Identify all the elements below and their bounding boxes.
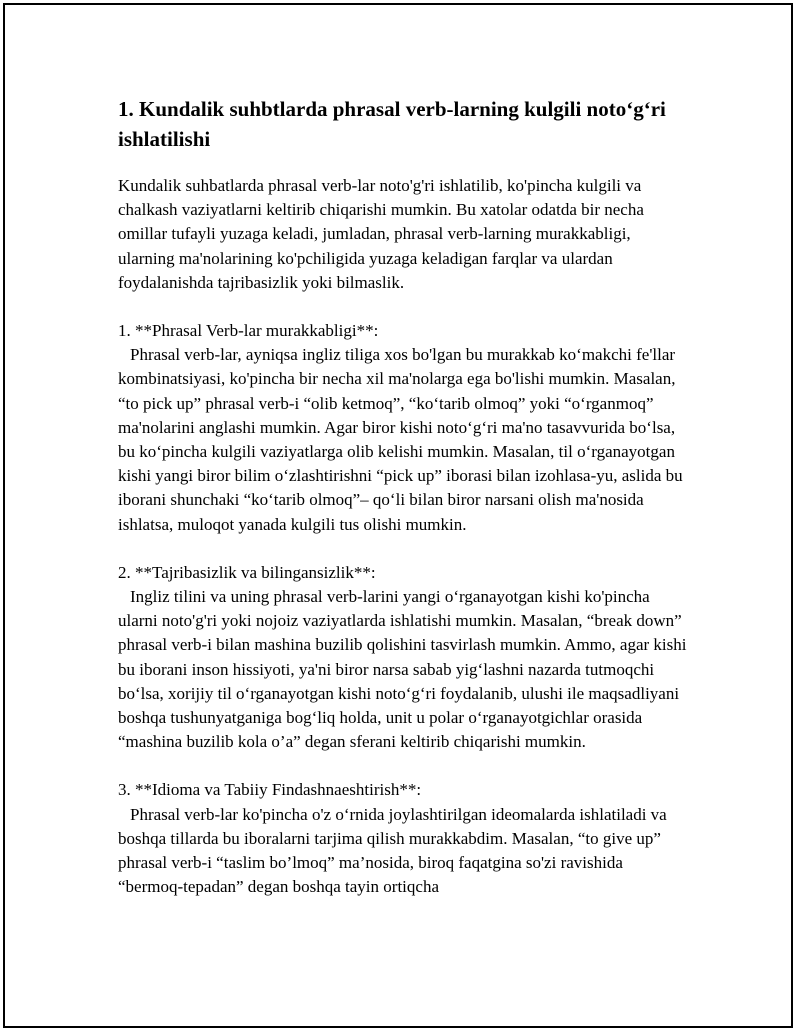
section-idioms [118, 778, 688, 899]
section-inexperience [118, 561, 688, 755]
document-content [118, 94, 688, 899]
section-heading: 3. **Idioma va Tabiiy Findashnaeshtirish**: [118, 780, 422, 800]
section-body: Phrasal verb-lar ko'pincha o'z o‘rnida joylashtirilgan ideomalarda ishlatiladi va boshqa tillarda bu iboralarni tarjima qilish murakkabdim. Masalan, “to give up” phrasal verb-i “taslim bo’lmoq” ma’nosida, biroq faqatgina so'zi ravishida “bermoq-tepadan” degan boshqa tayin ortiqcha [118, 804, 667, 897]
document-title: 1. Kundalik suhbtlarda phrasal verb-larning kulgili noto‘g‘ri ishlatilishi [118, 97, 666, 151]
section-body: Ingliz tilini va uning phrasal verb-larini yangi o‘rganayotgan kishi ko'pincha ularni noto'g'ri yoki nojoiz vaziyatlarda ishlatishi mumkin. Masalan, “break down” phrasal verb-i bilan mashina buzilib qolishini tasvirlash mumkin. Ammo, agar kishi bu iborani inson hissiyoti, ya'ni biror narsa sabab yig‘lashni nazarda tutmoqchi bo‘lsa, xorijiy til o‘rganayotgan kishi noto‘g‘ri foydalanib, ulushi ile maqsadliyani boshqa tushunyatganiga bog‘liq holda, unit u polar o‘rganayotgichlar orasida “mashina buzilib kola o’a” degan sferani keltirib chiqarishi mumkin. [118, 587, 687, 752]
section-heading: 1. **Phrasal Verb-lar murakkabligi**: [118, 321, 379, 341]
section-heading: 2. **Tajribasizlik va bilingansizlik**: [118, 562, 376, 582]
intro-paragraph: Kundalik suhbatlarda phrasal verb-lar noto'g'ri ishlatilib, ko'pincha kulgili va chalkash vaziyatlarni keltirib chiqarishi mumkin. Bu xatolar odatda bir necha omillar tufayli yuzaga keladi, jumladan, phrasal verb-larning murakkabligi, ularning ma'nolarining ko'pchiligida yuzaga keladigan farqlar va ulardan foydalanishda tajribasizlik yoki bilmaslik. [118, 176, 644, 292]
section-body: Phrasal verb-lar, ayniqsa ingliz tiliga xos bo'lgan bu murakkab ko‘makchi fe'llar kombinatsiyasi, ko'pincha bir necha xil ma'nolarga ega bo'lishi mumkin. Masalan, “to pick up” phrasal verb-i “olib ketmoq”, “ko‘tarib olmoq” yoki “o‘rganmoq” ma'nolarini anglashi mumkin. Agar biror kishi noto‘g‘ri ma'no tasavvurida bo‘lsa, bu ko‘pincha kulgili vaziyatlarga olib kelishi mumkin. Masalan, til o‘rganayotgan kishi yangi biror bilim o‘zlashtirishni “pick up” iborasi bilan izohlasa-yu, aslida bu iborani shunchaki “ko‘tarib olmoq”– qo‘li bilan biror narsani olish ma'nosida ishlatsa, muloqot yanada kulgili tus olishi mumkin. [118, 345, 683, 534]
section-phrasal-verb-complexity [118, 319, 688, 537]
